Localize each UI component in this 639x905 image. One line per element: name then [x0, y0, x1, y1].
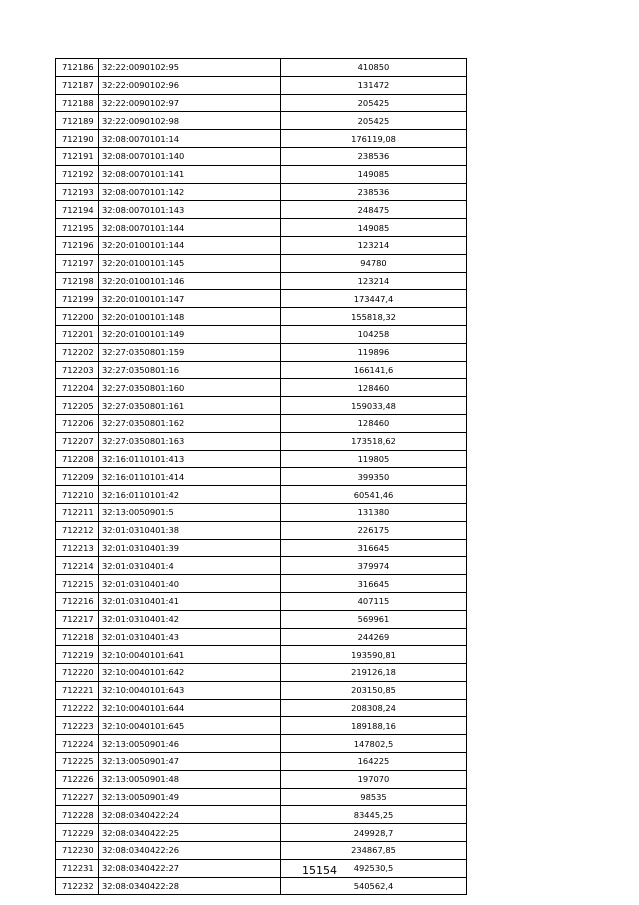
table-row [56, 717, 467, 735]
value-cell: 248475 [281, 201, 467, 219]
cadastral-number-cell: 32:10:0040101:642 [99, 664, 281, 682]
row-id-cell: 712190 [56, 130, 99, 148]
table-row [56, 592, 467, 610]
row-id-cell: 712229 [56, 824, 99, 842]
table-row [56, 272, 467, 290]
value-cell: 104258 [281, 325, 467, 343]
row-id-cell: 712220 [56, 664, 99, 682]
cadastral-number-cell: 32:27:0350801:161 [99, 397, 281, 415]
cadastral-number-cell: 32:13:0050901:48 [99, 770, 281, 788]
cadastral-number-cell: 32:08:0340422:28 [99, 877, 281, 895]
value-cell: 159033,48 [281, 397, 467, 415]
value-cell: 205425 [281, 112, 467, 130]
table-row [56, 699, 467, 717]
cadastral-number-cell: 32:08:0340422:24 [99, 806, 281, 824]
value-cell: 226175 [281, 521, 467, 539]
table-row [56, 59, 467, 77]
table-row [56, 486, 467, 504]
table-body [56, 59, 467, 895]
value-cell: 379974 [281, 557, 467, 575]
cadastral-number-cell: 32:10:0040101:645 [99, 717, 281, 735]
row-id-cell: 712198 [56, 272, 99, 290]
row-id-cell: 712227 [56, 788, 99, 806]
value-cell: 197070 [281, 770, 467, 788]
row-id-cell: 712219 [56, 646, 99, 664]
row-id-cell: 712191 [56, 147, 99, 165]
table-row [56, 753, 467, 771]
cadastral-number-cell: 32:22:0090102:95 [99, 59, 281, 77]
value-cell: 410850 [281, 59, 467, 77]
row-id-cell: 712193 [56, 183, 99, 201]
value-cell: 128460 [281, 414, 467, 432]
row-id-cell: 712213 [56, 539, 99, 557]
table-row [56, 201, 467, 219]
value-cell: 238536 [281, 147, 467, 165]
row-id-cell: 712199 [56, 290, 99, 308]
row-id-cell: 712214 [56, 557, 99, 575]
row-id-cell: 712194 [56, 201, 99, 219]
value-cell: 173518,62 [281, 432, 467, 450]
table-row [56, 539, 467, 557]
value-cell: 208308,24 [281, 699, 467, 717]
table-row [56, 183, 467, 201]
cadastral-number-cell: 32:13:0050901:49 [99, 788, 281, 806]
cadastral-number-cell: 32:13:0050901:46 [99, 735, 281, 753]
cadastral-number-cell: 32:10:0040101:641 [99, 646, 281, 664]
value-cell: 119805 [281, 450, 467, 468]
table-row [56, 343, 467, 361]
value-cell: 83445,25 [281, 806, 467, 824]
cadastral-number-cell: 32:01:0310401:41 [99, 592, 281, 610]
value-cell: 249928,7 [281, 824, 467, 842]
table-row [56, 147, 467, 165]
table-row [56, 735, 467, 753]
value-cell: 147802,5 [281, 735, 467, 753]
value-cell: 98535 [281, 788, 467, 806]
cadastral-number-cell: 32:01:0310401:4 [99, 557, 281, 575]
row-id-cell: 712217 [56, 610, 99, 628]
cadastral-number-cell: 32:27:0350801:163 [99, 432, 281, 450]
table-row [56, 628, 467, 646]
cadastral-number-cell: 32:13:0050901:5 [99, 503, 281, 521]
cadastral-number-cell: 32:20:0100101:145 [99, 254, 281, 272]
row-id-cell: 712208 [56, 450, 99, 468]
table-row [56, 503, 467, 521]
cadastral-number-cell: 32:01:0310401:39 [99, 539, 281, 557]
table-row [56, 806, 467, 824]
row-id-cell: 712212 [56, 521, 99, 539]
cadastral-number-cell: 32:10:0040101:643 [99, 681, 281, 699]
value-cell: 569961 [281, 610, 467, 628]
cadastral-number-cell: 32:16:0110101:42 [99, 486, 281, 504]
cadastral-number-cell: 32:08:0070101:143 [99, 201, 281, 219]
value-cell: 119896 [281, 343, 467, 361]
table-row [56, 664, 467, 682]
cadastral-number-cell: 32:08:0070101:14 [99, 130, 281, 148]
row-id-cell: 712197 [56, 254, 99, 272]
value-cell: 238536 [281, 183, 467, 201]
page-number: 15154 [302, 864, 337, 877]
value-cell: 131380 [281, 503, 467, 521]
row-id-cell: 712188 [56, 94, 99, 112]
cadastral-number-cell: 32:27:0350801:16 [99, 361, 281, 379]
cadastral-number-cell: 32:20:0100101:148 [99, 308, 281, 326]
table-row [56, 254, 467, 272]
table-row [56, 112, 467, 130]
row-id-cell: 712218 [56, 628, 99, 646]
row-id-cell: 712187 [56, 76, 99, 94]
value-cell: 407115 [281, 592, 467, 610]
row-id-cell: 712204 [56, 379, 99, 397]
row-id-cell: 712201 [56, 325, 99, 343]
cadastral-number-cell: 32:01:0310401:42 [99, 610, 281, 628]
table-row [56, 824, 467, 842]
value-cell: 316645 [281, 539, 467, 557]
value-cell: 316645 [281, 575, 467, 593]
row-id-cell: 712232 [56, 877, 99, 895]
cadastral-number-cell: 32:22:0090102:98 [99, 112, 281, 130]
cadastral-number-cell: 32:08:0070101:140 [99, 147, 281, 165]
value-cell: 123214 [281, 272, 467, 290]
value-cell: 60541,46 [281, 486, 467, 504]
table-row [56, 290, 467, 308]
table-row [56, 575, 467, 593]
cadastral-value-table [55, 58, 467, 895]
table-row [56, 165, 467, 183]
cadastral-number-cell: 32:22:0090102:96 [99, 76, 281, 94]
row-id-cell: 712221 [56, 681, 99, 699]
row-id-cell: 712200 [56, 308, 99, 326]
row-id-cell: 712209 [56, 468, 99, 486]
row-id-cell: 712216 [56, 592, 99, 610]
cadastral-number-cell: 32:27:0350801:160 [99, 379, 281, 397]
table-row [56, 414, 467, 432]
cadastral-number-cell: 32:27:0350801:159 [99, 343, 281, 361]
cadastral-number-cell: 32:08:0340422:27 [99, 859, 281, 877]
row-id-cell: 712206 [56, 414, 99, 432]
row-id-cell: 712210 [56, 486, 99, 504]
row-id-cell: 712192 [56, 165, 99, 183]
row-id-cell: 712225 [56, 753, 99, 771]
row-id-cell: 712223 [56, 717, 99, 735]
row-id-cell: 712215 [56, 575, 99, 593]
value-cell: 540562,4 [281, 877, 467, 895]
cadastral-number-cell: 32:20:0100101:146 [99, 272, 281, 290]
value-cell: 128460 [281, 379, 467, 397]
value-cell: 193590,81 [281, 646, 467, 664]
table-row [56, 842, 467, 860]
value-cell: 131472 [281, 76, 467, 94]
value-cell: 219126,18 [281, 664, 467, 682]
table-row [56, 681, 467, 699]
table-row [56, 308, 467, 326]
row-id-cell: 712207 [56, 432, 99, 450]
table-row [56, 379, 467, 397]
cadastral-number-cell: 32:13:0050901:47 [99, 753, 281, 771]
value-cell: 189188,16 [281, 717, 467, 735]
table-row [56, 450, 467, 468]
row-id-cell: 712195 [56, 219, 99, 237]
table-row [56, 432, 467, 450]
cadastral-number-cell: 32:08:0070101:142 [99, 183, 281, 201]
row-id-cell: 712205 [56, 397, 99, 415]
row-id-cell: 712189 [56, 112, 99, 130]
cadastral-number-cell: 32:08:0340422:26 [99, 842, 281, 860]
row-id-cell: 712231 [56, 859, 99, 877]
cadastral-number-cell: 32:01:0310401:43 [99, 628, 281, 646]
value-cell: 164225 [281, 753, 467, 771]
row-id-cell: 712230 [56, 842, 99, 860]
value-cell: 234867,85 [281, 842, 467, 860]
cadastral-number-cell: 32:01:0310401:40 [99, 575, 281, 593]
value-cell: 205425 [281, 94, 467, 112]
row-id-cell: 712226 [56, 770, 99, 788]
value-cell: 176119,08 [281, 130, 467, 148]
cadastral-number-cell: 32:08:0070101:141 [99, 165, 281, 183]
value-cell: 123214 [281, 236, 467, 254]
cadastral-number-cell: 32:16:0110101:413 [99, 450, 281, 468]
table-row [56, 130, 467, 148]
value-cell: 399350 [281, 468, 467, 486]
table-row [56, 361, 467, 379]
cadastral-number-cell: 32:20:0100101:144 [99, 236, 281, 254]
table-row [56, 788, 467, 806]
row-id-cell: 712203 [56, 361, 99, 379]
table-row [56, 610, 467, 628]
cadastral-number-cell: 32:20:0100101:147 [99, 290, 281, 308]
cadastral-number-cell: 32:22:0090102:97 [99, 94, 281, 112]
table-row [56, 770, 467, 788]
table-row [56, 219, 467, 237]
table-row [56, 325, 467, 343]
value-cell: 492530,5 [281, 859, 467, 877]
value-cell: 149085 [281, 165, 467, 183]
cadastral-number-cell: 32:10:0040101:644 [99, 699, 281, 717]
table-row [56, 521, 467, 539]
row-id-cell: 712202 [56, 343, 99, 361]
cadastral-number-cell: 32:08:0340422:25 [99, 824, 281, 842]
cadastral-number-cell: 32:27:0350801:162 [99, 414, 281, 432]
row-id-cell: 712196 [56, 236, 99, 254]
table-row [56, 397, 467, 415]
row-id-cell: 712211 [56, 503, 99, 521]
cadastral-number-cell: 32:16:0110101:414 [99, 468, 281, 486]
row-id-cell: 712186 [56, 59, 99, 77]
table-row [56, 76, 467, 94]
value-cell: 173447,4 [281, 290, 467, 308]
table-row [56, 557, 467, 575]
cadastral-number-cell: 32:20:0100101:149 [99, 325, 281, 343]
table-row [56, 94, 467, 112]
row-id-cell: 712224 [56, 735, 99, 753]
cadastral-number-cell: 32:08:0070101:144 [99, 219, 281, 237]
value-cell: 94780 [281, 254, 467, 272]
value-cell: 203150,85 [281, 681, 467, 699]
value-cell: 244269 [281, 628, 467, 646]
row-id-cell: 712228 [56, 806, 99, 824]
value-cell: 149085 [281, 219, 467, 237]
cadastral-number-cell: 32:01:0310401:38 [99, 521, 281, 539]
table-row [56, 646, 467, 664]
value-cell: 166141,6 [281, 361, 467, 379]
value-cell: 155818,32 [281, 308, 467, 326]
table-row [56, 236, 467, 254]
table-row [56, 468, 467, 486]
table-row [56, 877, 467, 895]
row-id-cell: 712222 [56, 699, 99, 717]
